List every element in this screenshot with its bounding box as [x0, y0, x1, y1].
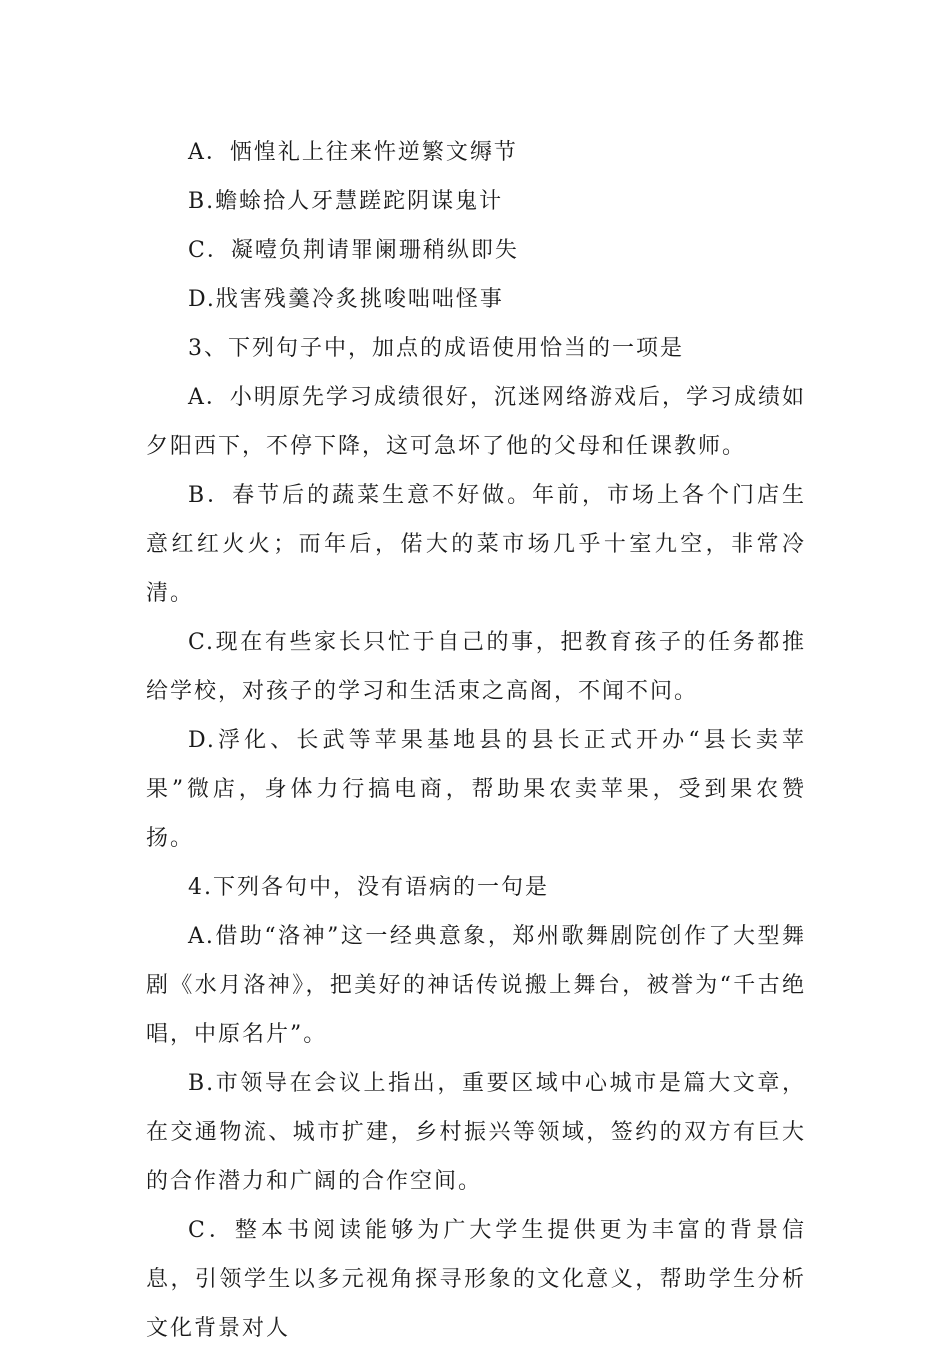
option-2d: D.戕害残羹冷炙挑唆咄咄怪事: [188, 287, 504, 312]
question-4: 4.下列各句中，没有语病的一句是: [188, 875, 549, 900]
question-3: 3、下列句子中，加点的成语使用恰当的一项是: [188, 336, 684, 361]
document-body: [146, 128, 806, 1353]
option-2b: B.蟾蜍拾人牙慧蹉跎阴谋鬼计: [188, 189, 504, 214]
option-3d: D.浮化、长武等苹果基地县的县长正式开办“县长卖苹果”微店，身体力行搞电商，帮助果农卖苹果，受到果农赞扬。: [146, 728, 806, 851]
option-2c: C．凝噎负荆请罪阑珊稍纵即失: [188, 238, 519, 263]
option-4a: A.借助“洛神”这一经典意象，郑州歌舞剧院创作了大型舞剧《水月洛神》，把美好的神话传说搬上舞台，被誉为“千古绝唱，中原名片”。: [146, 924, 806, 1047]
option-2a: A．恓惶礼上往来忤逆繁文缛节: [188, 140, 518, 165]
option-4b: B.市领导在会议上指出，重要区域中心城市是篇大文章，在交通物流、城市扩建，乡村振兴等领域，签约的双方有巨大的合作潜力和广阔的合作空间。: [146, 1071, 806, 1194]
option-3b: B．春节后的蔬菜生意不好做。年前，市场上各个门店生意红红火火；而年后，偌大的菜市场几乎十室九空，非常冷清。: [146, 483, 806, 606]
option-3a: A．小明原先学习成绩很好，沉迷网络游戏后，学习成绩如夕阳西下，不停下降，这可急坏了他的父母和任课教师。: [146, 385, 806, 459]
option-4c: C．整本书阅读能够为广大学生提供更为丰富的背景信息，引领学生以多元视角探寻形象的文化意义，帮助学生分析文化背景对人: [146, 1218, 806, 1341]
option-3c: C.现在有些家长只忙于自己的事，把教育孩子的任务都推给学校，对孩子的学习和生活束之高阁，不闻不问。: [146, 630, 806, 704]
